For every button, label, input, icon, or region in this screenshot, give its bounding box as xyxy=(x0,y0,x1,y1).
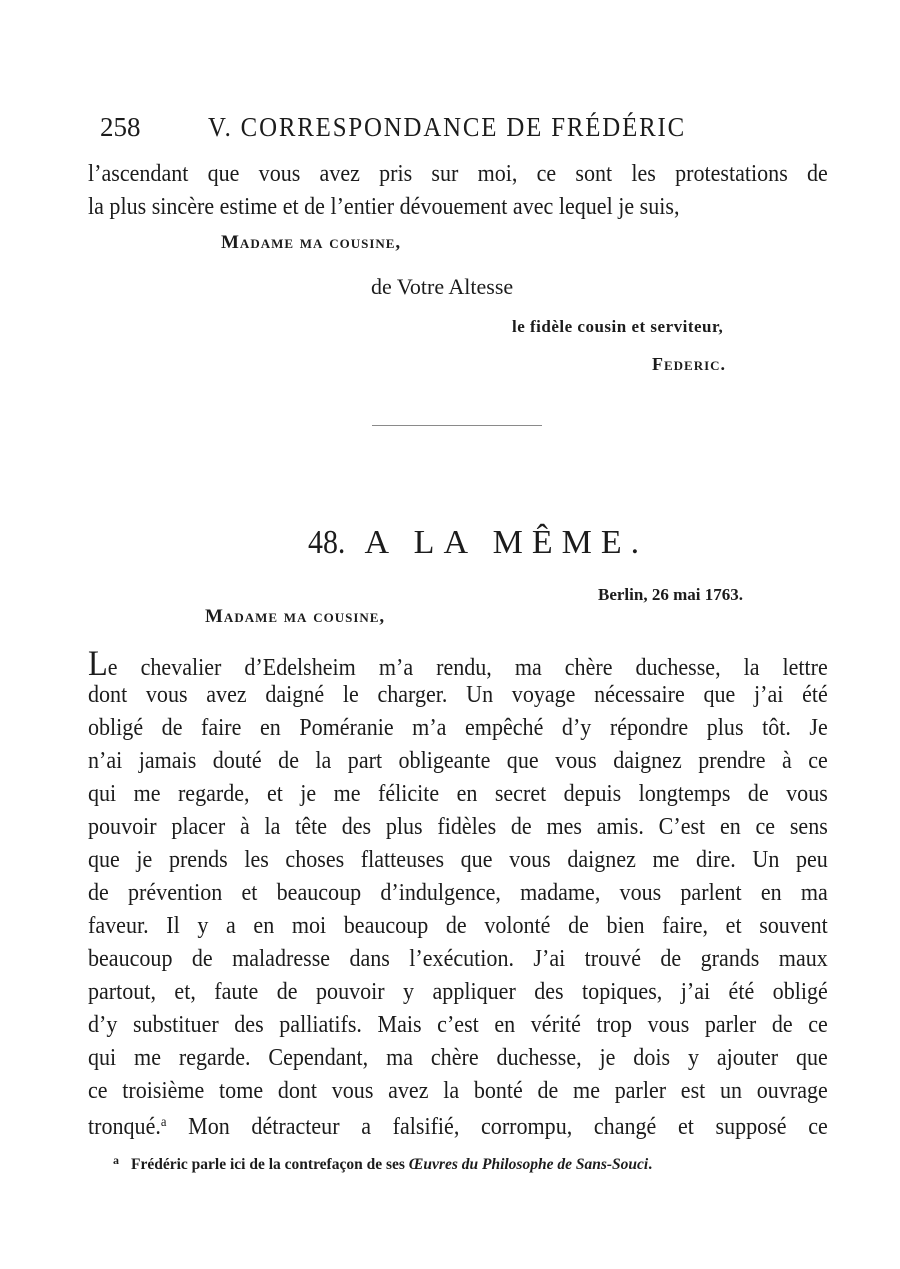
text-line-content: faveur. Il y a en moi beaucoup de volonté de bien faire, et souvent xyxy=(88,912,828,939)
text-line-content: ce troisième tome dont vous avez la bonté de me parler est un ouvrage xyxy=(88,1077,828,1104)
text-line-first xyxy=(88,643,828,683)
text-line xyxy=(88,744,828,777)
text-line-content: d’y substituer des palliatifs. Mais c’est en vérité trop vous parler de ce xyxy=(88,1011,828,1038)
text-line xyxy=(88,711,828,744)
last-line-start: tronqué. xyxy=(88,1113,161,1140)
text-line xyxy=(88,810,828,843)
text-line-content: obligé de faire en Poméranie m’a empêché d’y répondre plus tôt. Je xyxy=(88,714,828,741)
letter-number: 48. xyxy=(308,524,346,561)
text-line-last xyxy=(88,1106,828,1139)
text-line-content: pouvoir placer à la tête des plus fidèles de mes amis. C’est en ce sens xyxy=(88,813,828,840)
text-line-content: qui me regarde, et je me félicite en secret depuis longtemps de vous xyxy=(88,780,828,807)
text-line-content: qui me regarde. Cependant, ma chère duchesse, je dois y ajouter que xyxy=(88,1044,828,1071)
running-title: V. CORRESPONDANCE DE FRÉDÉRIC xyxy=(208,112,687,142)
text-line xyxy=(88,157,828,190)
footnote-mark: a xyxy=(113,1153,119,1167)
text-line xyxy=(88,190,828,223)
text-line-content: l’ascendant que vous avez pris sur moi, ce sont les protestations de xyxy=(88,160,828,187)
letter-title: A LA MÊME. xyxy=(364,524,649,561)
text-line-content: la plus sincère estime et de l’entier dévouement avec lequel je suis, xyxy=(88,193,680,220)
signature: Federic. xyxy=(652,354,727,374)
opening-salutation: Madame ma cousine, xyxy=(205,606,386,627)
text-line xyxy=(88,1041,828,1074)
dateline: Berlin, 26 mai 1763. xyxy=(598,585,743,604)
text-line xyxy=(88,876,828,909)
footnote-end: . xyxy=(648,1156,653,1173)
text-line-content: partout, et, faute de pouvoir y appliquer des topiques, j’ai été obligé xyxy=(88,978,828,1005)
last-line-rest: Mon détracteur a falsifié, corrompu, changé et supposé ce xyxy=(166,1113,828,1140)
closing-formula-2: le fidèle cousin et serviteur, xyxy=(512,317,724,336)
text-line xyxy=(88,1074,828,1107)
text-line-content: dont vous avez daigné le charger. Un voyage nécessaire que j’ai été xyxy=(88,681,828,708)
text-line xyxy=(88,942,828,975)
section-divider xyxy=(372,425,542,426)
text-line-content xyxy=(88,1106,828,1143)
footnote-italic-title: Œuvres du Philosophe de Sans-Souci xyxy=(408,1156,649,1173)
text-line xyxy=(88,909,828,942)
text-line xyxy=(88,843,828,876)
text-line-content: de prévention et beaucoup d’indulgence, madame, vous parlent en ma xyxy=(88,879,828,906)
letter-heading xyxy=(308,524,648,562)
closing-formula: de Votre Altesse xyxy=(371,274,514,299)
first-line-text: e chevalier d’Edelsheim m’a rendu, ma chère duchesse, la lettre xyxy=(107,654,828,681)
text-line xyxy=(88,975,828,1008)
footnote-text: Frédéric parle ici de la contrefaçon de ses xyxy=(131,1156,409,1173)
closing-salutation: Madame ma cousine, xyxy=(221,232,402,253)
drop-cap: L xyxy=(88,643,108,683)
text-line xyxy=(88,1008,828,1041)
footnote xyxy=(113,1153,652,1174)
text-line xyxy=(88,777,828,810)
page-number: 258 xyxy=(100,112,141,142)
text-line-content: beaucoup de maladresse dans l’exécution. J’ai trouvé de grands maux xyxy=(88,945,828,972)
text-line-content: que je prends les choses flatteuses que vous daignez me dire. Un peu xyxy=(88,846,828,873)
text-line-content: n’ai jamais douté de la part obligeante que vous daignez prendre à ce xyxy=(88,747,828,774)
footnote-reference[interactable]: a xyxy=(160,1115,167,1130)
text-line xyxy=(88,678,828,711)
